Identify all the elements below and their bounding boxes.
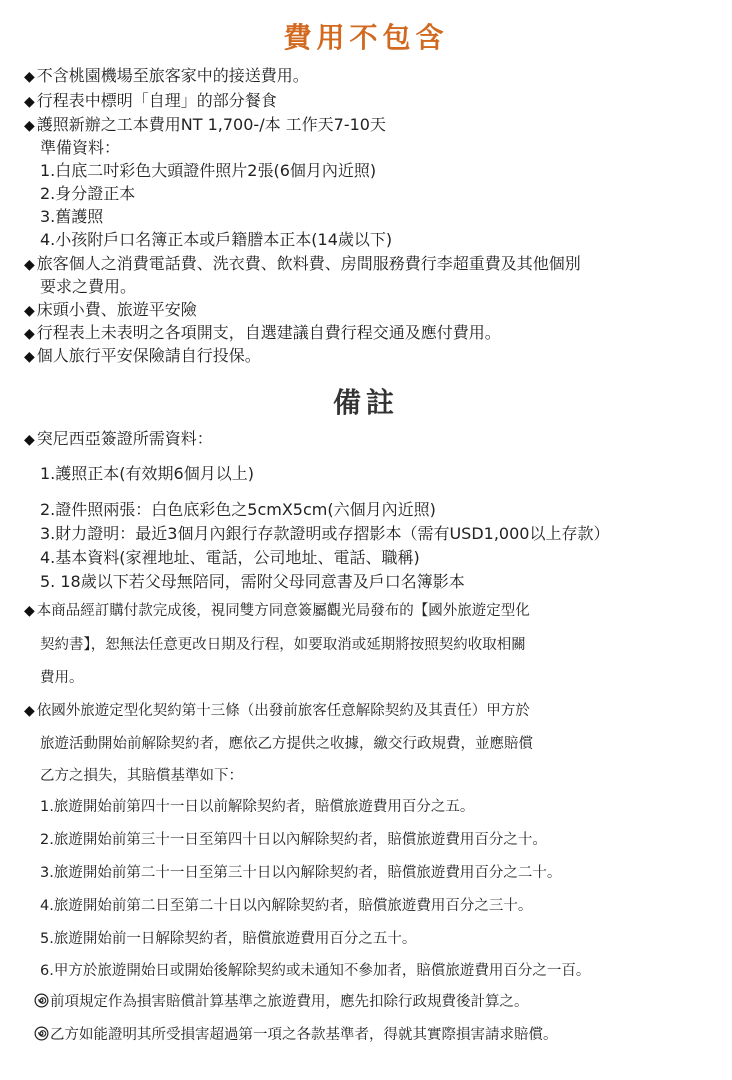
list-item: 前項規定作為損害賠償計算基準之旅遊費用，應先扣除行政規費後計算之。 [34, 991, 529, 1013]
list-item: 4.旅遊開始前第二日至第二十日以內解除契約者，賠償旅遊費用百分之三十。 [40, 898, 533, 914]
diamond-bullet-icon: ◆ [24, 303, 35, 319]
list-item: 準備資料： [40, 138, 121, 157]
list-item: 3.旅遊開始前第二十一日至第三十日以內解除契約者，賠償旅遊費用百分之二十。 [40, 865, 562, 881]
list-item: 2.旅遊開始前第三十一日至第四十日以內解除契約者，賠償旅遊費用百分之十。 [40, 832, 547, 848]
list-item: ◆ 依國外旅遊定型化契約第十三條（出發前旅客任意解除契約及其責任）甲方於 [24, 700, 530, 722]
diamond-bullet-icon: ◆ [24, 69, 35, 85]
list-item: ◆ 行程表中標明「自理」的部分餐食 [24, 90, 277, 113]
list-item: 旅遊活動開始前解除契約者，應依乙方提供之收據，繳交行政規費，並應賠償 [40, 736, 533, 752]
list-item: 乙方如能證明其所受損害超過第一項之各款基準者，得就其實際損害請求賠償。 [34, 1024, 558, 1046]
list-item: 費用。 [40, 670, 84, 686]
diamond-bullet-icon: ◆ [24, 432, 35, 448]
list-item: 契約書】，恕無法任意更改日期及行程，如要取消或延期將按照契約收取相關 [40, 637, 526, 653]
spiral-bullet-icon [34, 1026, 49, 1041]
list-item: ◆ 個人旅行平安保險請自行投保。 [24, 345, 261, 368]
list-item: 3.財力證明：最近3個月內銀行存款證明或存摺影本（需有USD1,000以上存款） [40, 524, 610, 543]
list-item: 要求之費用。 [40, 277, 137, 296]
list-item: 2.身分證正本 [40, 184, 136, 203]
diamond-bullet-icon: ◆ [24, 603, 35, 619]
section-title-notes: 備註 [332, 386, 399, 419]
list-item: ◆ 護照新辦之工本費用NT 1,700-/本 工作天7-10天 [24, 114, 386, 137]
list-item: 4.小孩附戶口名簿正本或戶籍謄本正本(14歲以下) [40, 230, 393, 249]
list-item: ◆ 本商品經訂購付款完成後，視同雙方同意簽屬觀光局發布的【國外旅遊定型化 [24, 600, 530, 622]
list-item: 3.舊護照 [40, 207, 104, 226]
diamond-bullet-icon: ◆ [24, 326, 35, 342]
list-item: 1.旅遊開始前第四十一日以前解除契約者，賠償旅遊費用百分之五。 [40, 799, 475, 815]
spiral-bullet-icon [34, 993, 49, 1008]
list-item: ◆ 床頭小費、旅遊平安險 [24, 299, 197, 322]
list-item: 5. 18歲以下若父母無陪同，需附父母同意書及戶口名簿影本 [40, 572, 465, 591]
list-item: 5.旅遊開始前一日解除契約者，賠償旅遊費用百分之五十。 [40, 931, 417, 947]
diamond-bullet-icon: ◆ [24, 118, 35, 134]
list-item: ◆ 不含桃園機場至旅客家中的接送費用。 [24, 65, 309, 88]
diamond-bullet-icon: ◆ [24, 94, 35, 110]
list-item: ◆ 旅客個人之消費電話費、洗衣費、飲料費、房間服務費行李超重費及其他個別 [24, 253, 581, 276]
diamond-bullet-icon: ◆ [24, 349, 35, 365]
list-item: 1.白底二吋彩色大頭證件照片2張(6個月內近照) [40, 161, 377, 180]
list-item: 2.證件照兩張：白色底彩色之5cmX5cm(六個月內近照) [40, 500, 436, 519]
list-item: 1.護照正本(有效期6個月以上) [40, 464, 254, 483]
diamond-bullet-icon: ◆ [24, 257, 35, 273]
list-item: 4.基本資料(家裡地址、電話，公司地址、電話、職稱) [40, 548, 420, 567]
list-item: ◆ 行程表上未表明之各項開支，自選建議自費行程交通及應付費用。 [24, 322, 501, 345]
section-title-excluded-costs: 費用不包含 [283, 21, 449, 54]
list-item: ◆ 突尼西亞簽證所需資料： [24, 428, 213, 451]
list-item: 6.甲方於旅遊開始日或開始後解除契約或未通知不參加者，賠償旅遊費用百分之一百。 [40, 963, 591, 979]
diamond-bullet-icon: ◆ [24, 703, 35, 719]
list-item: 乙方之損失，其賠償基準如下： [40, 768, 243, 784]
